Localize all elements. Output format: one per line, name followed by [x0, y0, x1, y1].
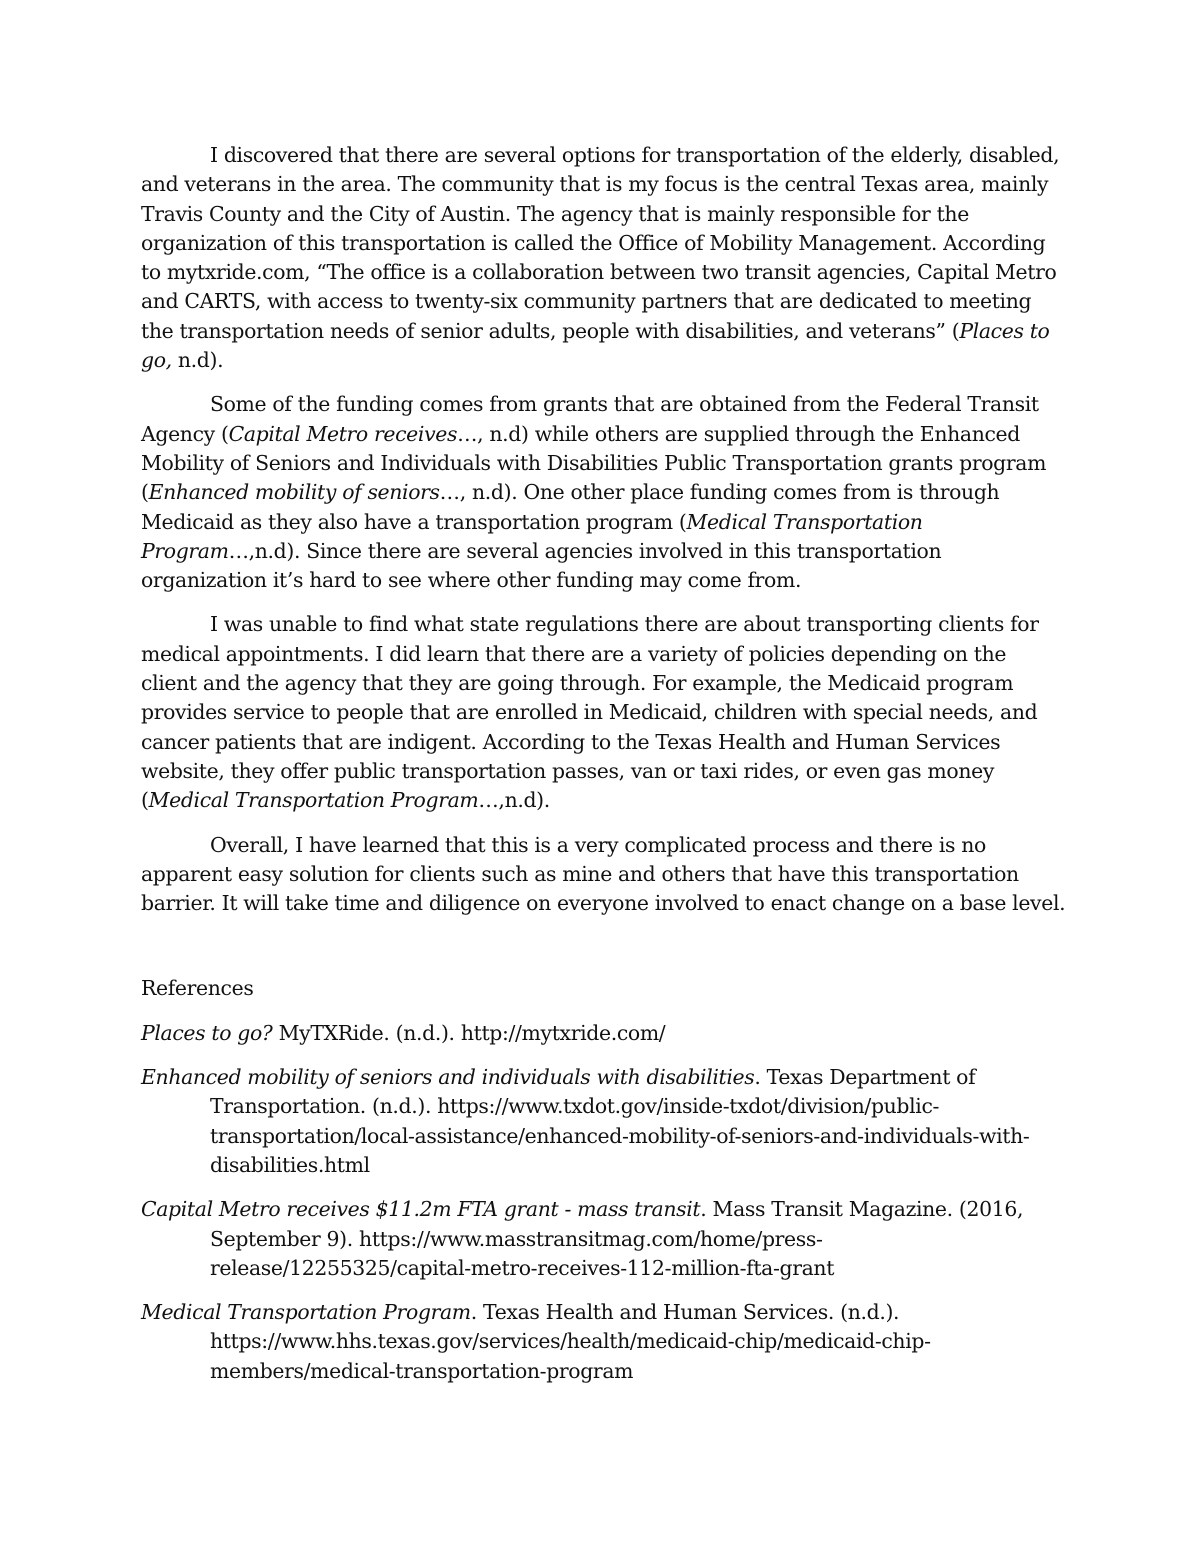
paragraph-text: …,n.d). Since there are several agencies involved in this transportation organization it’s hard to see where other funding may come from. [141, 538, 942, 593]
citation-title: Medical Transportation Program [141, 509, 923, 563]
reference-item [141, 1195, 1066, 1283]
citation-title: Capital Metro receives [228, 421, 458, 446]
reference-source: . Texas Health and Human Services. (n.d.). [470, 1300, 900, 1325]
paragraph-4 [141, 831, 1066, 919]
citation-title: Medical Transportation Program [148, 788, 479, 813]
reference-url-link[interactable]: http://mytxride.com/ [460, 1020, 666, 1045]
reference-title: Capital Metro receives $11.2m FTA grant - mass transit [141, 1197, 701, 1222]
reference-url-link[interactable]: https://www.hhs.texas.gov/services/health/medicaid-chip/medicaid-chip-members/medical-transportation-program [210, 1329, 931, 1383]
paragraph-text: n.d). [171, 348, 224, 373]
paragraph-text: I discovered that there are several options for transportation of the elderly, disabled, and veterans in the area. The community that is my focus is the central Texas area, mainly Travis County and the City of Austin. The agency that is mainly responsible for the organization of this transportation is called the Office of Mobility Management. According to mytxride.com, “The office is a collaboration between two transit agencies, Capital Metro and CARTS, with access to twenty-six community partners that are dedicated to meeting the transportation needs of senior adults, people with disabilities, and veterans” ( [141, 143, 1060, 343]
reference-item [141, 1019, 1066, 1048]
paragraph-3 [141, 610, 1066, 815]
reference-item [141, 1063, 1066, 1180]
reference-title: Enhanced mobility of seniors and individuals with disabilities [141, 1065, 755, 1090]
reference-url-link[interactable]: https://www.txdot.gov/inside-txdot/division/public-transportation/local-assistance/enhanced-mobility-of-seniors-and-individuals-with-disabilities.html [210, 1094, 1030, 1177]
paragraph-text: …, n.d) while others are supplied through the Enhanced Mobility of Seniors and Individuals with Disabilities Public Transportation grants program ( [141, 421, 1047, 505]
reference-item [141, 1298, 1066, 1386]
reference-title: Medical Transportation Program [141, 1300, 471, 1325]
reference-source: . Texas Department of Transportation. (n.d.). [210, 1065, 976, 1119]
citation-title: Places to go, [141, 318, 1050, 373]
paragraph-1 [141, 141, 1066, 375]
reference-source: MyTXRide. (n.d.). [272, 1020, 461, 1045]
references-heading: References [141, 976, 254, 1001]
paragraph-text: Overall, I have learned that this is a very complicated process and there is no apparent easy solution for clients such as mine and others that have this transportation barrier. It will take time and diligence on everyone involved to enact change on a base level. [141, 832, 1066, 916]
reference-url-link[interactable]: https://www.masstransitmag.com/home/press-release/12255325/capital-metro-receives-112-million-fta-grant [210, 1226, 835, 1280]
paragraph-text: …,n.d). [478, 788, 550, 813]
document-body [141, 141, 1066, 1401]
reference-source: . Mass Transit Magazine. (2016, September 9). [210, 1197, 1024, 1251]
citation-title: Enhanced mobility of seniors [148, 480, 440, 505]
paragraph-text: I was unable to find what state regulations there are about transporting clients for medical appointments. I did learn that there are a variety of policies depending on the client and the agency that they are going through. For example, the Medicaid program provides service to people that are enrolled in Medicaid, children with special needs, and cancer patients that are indigent. According to the Texas Health and Human Services website, they offer public transportation passes, van or taxi rides, or even gas money ( [141, 612, 1039, 813]
paragraph-text: Some of the funding comes from grants that are obtained from the Federal Transit Agency ( [141, 392, 1039, 446]
paragraph-2 [141, 390, 1066, 595]
reference-title: Places to go? [141, 1020, 273, 1045]
paragraph-text: …, n.d). One other place funding comes from is through Medicaid as they also have a transportation program ( [141, 480, 1000, 534]
